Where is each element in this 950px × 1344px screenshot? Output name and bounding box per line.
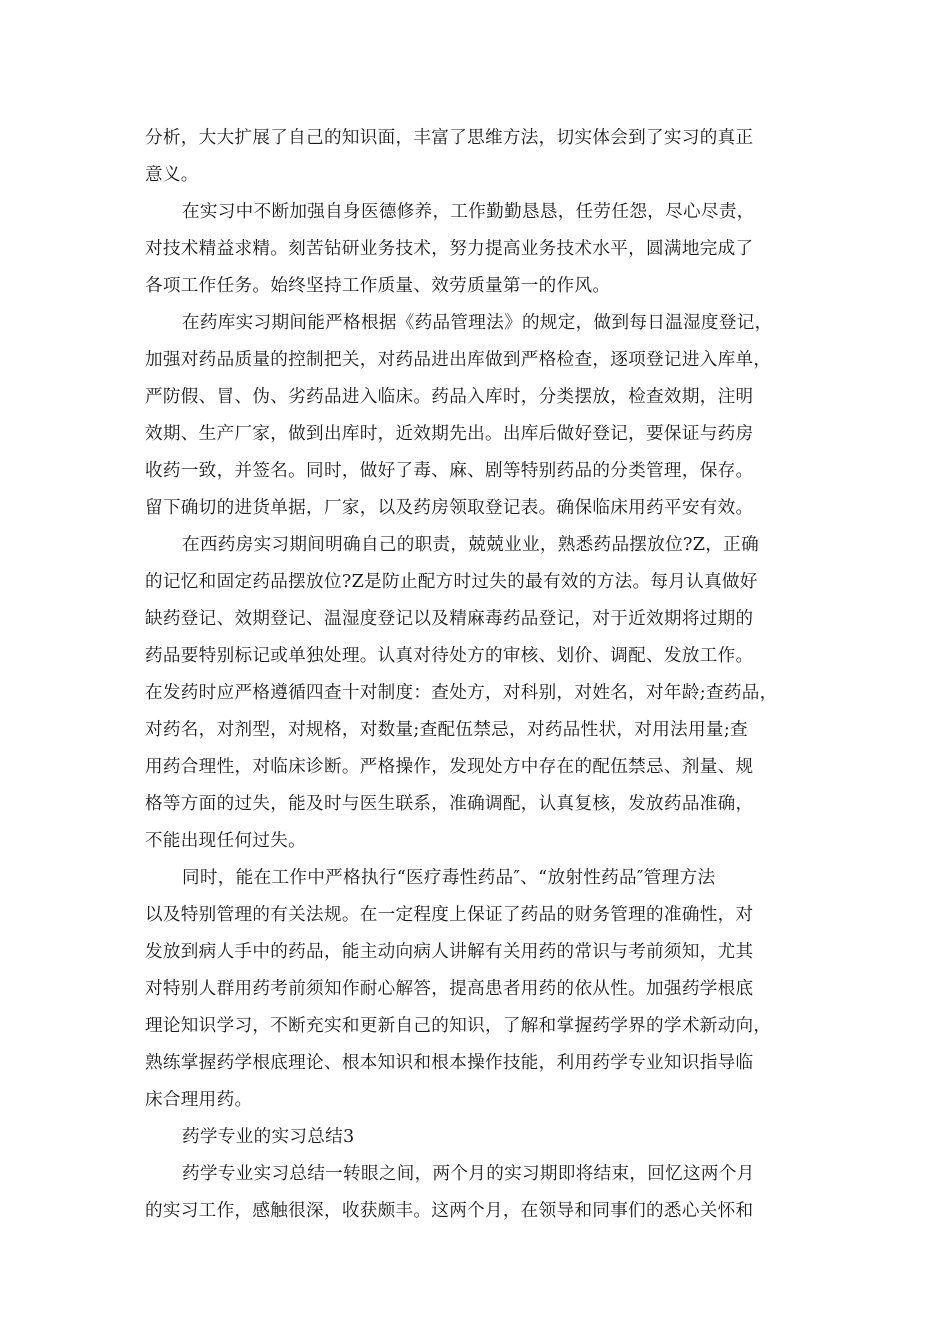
text-line: 的记忆和固定药品摆放位?Z是防止配方时过失的最有效的方法。每月认真做好 bbox=[145, 572, 758, 592]
text-line: 对技术精益求精。刻苦钻研业务技术，努力提高业务技术水平，圆满地完成了 bbox=[145, 239, 754, 259]
section-heading: 药学专业的实习总结3 bbox=[182, 1127, 355, 1147]
text-line: 留下确切的进货单据，厂家，以及药房领取登记表。确保临床用药平安有效。 bbox=[145, 498, 754, 518]
text-line: 以及特别管理的有关法规。在一定程度上保证了药品的财务管理的准确性，对 bbox=[145, 905, 754, 925]
text-line: 缺药登记、效期登记、温湿度登记以及精麻毒药品登记，对于近效期将过期的 bbox=[145, 609, 754, 629]
text-line: 的实习工作，感触很深，收获颇丰。这两个月，在领导和同事们的悉心关怀和 bbox=[145, 1201, 754, 1221]
text-line: 格等方面的过失，能及时与医生联系，准确调配，认真复核，发放药品准确， bbox=[145, 794, 754, 814]
paragraph-start-line: 在药库实习期间能严格根据《药品管理法》的规定，做到每日温湿度登记， bbox=[182, 313, 773, 333]
text-line: 不能出现任何过失。 bbox=[145, 831, 307, 851]
text-line: 分析，大大扩展了自己的知识面，丰富了思维方法，切实体会到了实习的真正 bbox=[145, 128, 754, 148]
paragraph-start-line: 同时，能在工作中严格执行“医疗毒性药品″、“放射性药品″管理方法 bbox=[182, 868, 716, 888]
text-line: 收药一致，并签名。同时，做好了毒、麻、剧等特别药品的分类管理，保存。 bbox=[145, 461, 754, 481]
paragraph-start-line: 在西药房实习期间明确自己的职责，兢兢业业，熟悉药品摆放位?Z，正确 bbox=[182, 535, 759, 555]
text-line: 各项工作任务。始终坚持工作质量、效劳质量第一的作风。 bbox=[145, 276, 611, 296]
text-line: 用药合理性，对临床诊断。严格操作，发现处方中存在的配伍禁忌、剂量、规 bbox=[145, 757, 754, 777]
paragraph-start-line: 药学专业实习总结一转眼之间，两个月的实习期即将结束，回忆这两个月 bbox=[182, 1164, 755, 1184]
text-line: 理论知识学习，不断充实和更新自己的知识，了解和掌握药学界的学术新动向， bbox=[145, 1016, 772, 1036]
paragraph-start-line: 在实习中不断加强自身医德修养，工作勤勤恳恳，任劳任怨，尽心尽责， bbox=[182, 202, 755, 222]
text-line: 床合理用药。 bbox=[145, 1090, 253, 1110]
text-line: 熟练掌握药学根底理论、根本知识和根本操作技能，利用药学专业知识指导临 bbox=[145, 1053, 754, 1073]
text-line: 发放到病人手中的药品，能主动向病人讲解有关用药的常识与考前须知，尤其 bbox=[145, 942, 754, 962]
text-line: 加强对药品质量的控制把关，对药品进出库做到严格检查，逐项登记进入库单， bbox=[145, 350, 772, 370]
text-line: 对特别人群用药考前须知作耐心解答，提高患者用药的依从性。加强药学根底 bbox=[145, 979, 754, 999]
text-line: 药品要特别标记或单独处理。认真对待处方的审核、划价、调配、发放工作。 bbox=[145, 646, 754, 666]
text-line: 严防假、冒、伪、劣药品进入临床。药品入库时，分类摆放，检查效期，注明 bbox=[145, 387, 754, 407]
text-line: 效期、生产厂家，做到出库时，近效期先出。出库后做好登记，要保证与药房 bbox=[145, 424, 754, 444]
text-line: 意义。 bbox=[145, 165, 199, 185]
text-line: 在发药时应严格遵循四查十对制度：查处方，对科别，对姓名，对年龄;查药品， bbox=[145, 683, 778, 703]
text-line: 对药名，对剂型，对规格，对数量;查配伍禁忌，对药品性状，对用法用量;查 bbox=[145, 720, 748, 740]
